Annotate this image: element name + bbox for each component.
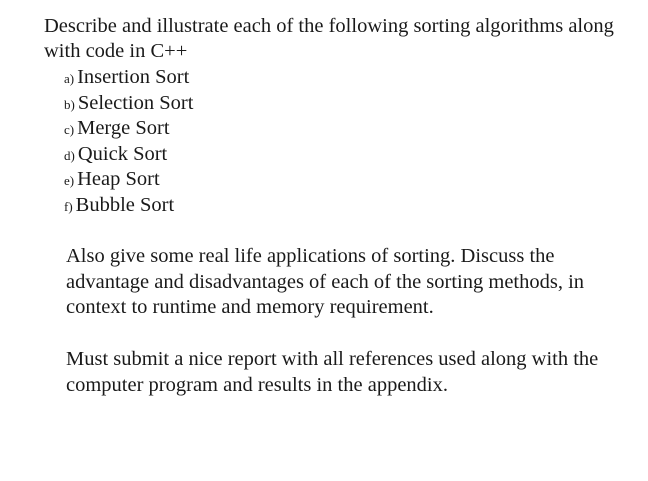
list-item-insertion-sort [64, 65, 193, 91]
list-marker: e) [64, 173, 75, 189]
list-marker: f) [64, 198, 73, 214]
list-marker: b) [64, 96, 75, 112]
list-marker: a) [64, 71, 75, 86]
list-item-heap-sort [64, 167, 193, 193]
list-item-quick-sort [64, 142, 193, 168]
algorithm-name: Merge Sort [77, 117, 170, 140]
applications-paragraph: Also give some real life applications of sorting. Discuss the advantage and disadvantages of each of the sorting methods, in context to runtime and memory requirement. [66, 245, 585, 318]
assignment-intro: Describe and illustrate each of the following sorting algorithms along with code in C++ [44, 15, 614, 62]
list-item-selection-sort [64, 91, 193, 117]
list-item-bubble-sort [64, 193, 193, 219]
algorithm-name: Selection Sort [77, 91, 194, 114]
algorithm-name: Quick Sort [77, 142, 168, 165]
report-paragraph: Must submit a nice report with all references used along with the computer program and results in the appendix. [66, 348, 599, 396]
algorithm-name: Insertion Sort [77, 66, 190, 88]
sorting-algorithm-list [64, 65, 193, 219]
algorithm-name: Heap Sort [77, 168, 160, 191]
list-marker: d) [64, 147, 75, 163]
algorithm-name: Bubble Sort [75, 193, 175, 216]
list-marker: c) [64, 122, 75, 138]
list-item-merge-sort [64, 116, 193, 142]
